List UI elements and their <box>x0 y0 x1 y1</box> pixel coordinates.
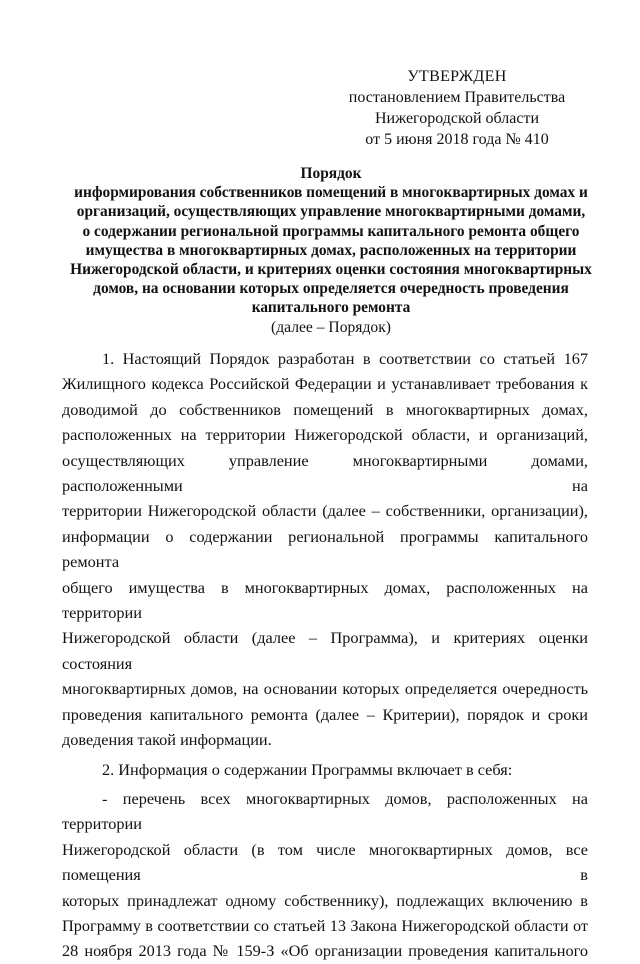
paragraph-1-line: общего имущества в многоквартирных домах, расположенных на территории <box>62 577 588 623</box>
title-line: имущества в многоквартирных домах, расположенных на территории <box>85 241 577 259</box>
title-line: домов, на основании которых определяется очередность проведения <box>93 280 569 298</box>
paragraph-1-line: расположенных на территории Нижегородской области, и организаций, <box>62 425 588 445</box>
title-note: (далее – Порядок) <box>271 318 391 336</box>
paragraph-1-line: информации о содержании региональной программы капитального ремонта <box>62 526 588 572</box>
paragraph-3-line: - перечень всех многоквартирных домов, расположенных на территории <box>62 788 588 834</box>
paragraph-3-line: 28 ноября 2013 года № 159-З «Об организации проведения капитального <box>62 941 588 961</box>
paragraph-1-line: 1. Настоящий Порядок разработан в соответствии со статьей 167 <box>102 349 588 368</box>
paragraph-2: 2. Информация о содержании Программы включает в себя: <box>102 759 513 779</box>
title-line: о содержании региональной программы капитального ремонта общего <box>82 222 580 240</box>
title-line: капитального ремонта <box>251 299 411 317</box>
paragraph-3-line: Нижегородской области (в том числе многоквартирных домов, все помещения в <box>62 839 588 885</box>
paragraph-1-line: Нижегородской области (далее – Программа), и критериях оценки состояния <box>62 628 588 673</box>
title-heading: Порядок <box>300 165 362 182</box>
document-body <box>62 346 588 964</box>
title-line: Нижегородской области, и критериях оценки состояния многоквартирных <box>70 261 592 279</box>
paragraph-1-line: доводимой до собственников помещений в многоквартирных домах, <box>62 399 588 419</box>
approval-line-2: Нижегородской области <box>374 110 539 127</box>
paragraph-1-line: многоквартирных домов, на основании которых определяется очередность <box>62 679 588 699</box>
approval-stamp: УТВЕРЖДЕН <box>407 68 507 85</box>
approval-line-3: от 5 июня 2018 года № 410 <box>365 131 549 148</box>
approval-line-1: постановлением Правительства <box>348 89 566 106</box>
paragraph-1-line: Жилищного кодекса Российской Федерации и устанавливает требования к <box>62 374 588 394</box>
paragraph-1-line: осуществляющих управление многоквартирными домами, расположенными на <box>62 450 588 496</box>
paragraph-3-line: Программу в соответствии со статьей 13 Закона Нижегородской области от <box>62 915 588 935</box>
approval-block <box>332 66 582 150</box>
paragraph-1-line: доведения такой информации. <box>62 730 272 750</box>
document-title <box>60 164 602 337</box>
title-line: информирования собственников помещений в многоквартирных домах и <box>74 184 588 202</box>
paragraph-1-line: территории Нижегородской области (далее – собственники, организации), <box>62 501 588 521</box>
paragraph-3-line: которых принадлежат одному собственнику), подлежащих включению в <box>62 890 588 910</box>
title-line: организаций, осуществляющих управление многоквартирными домами, <box>76 203 586 221</box>
paragraph-1-line: проведения капитального ремонта (далее – Критерии), порядок и сроки <box>62 704 588 724</box>
